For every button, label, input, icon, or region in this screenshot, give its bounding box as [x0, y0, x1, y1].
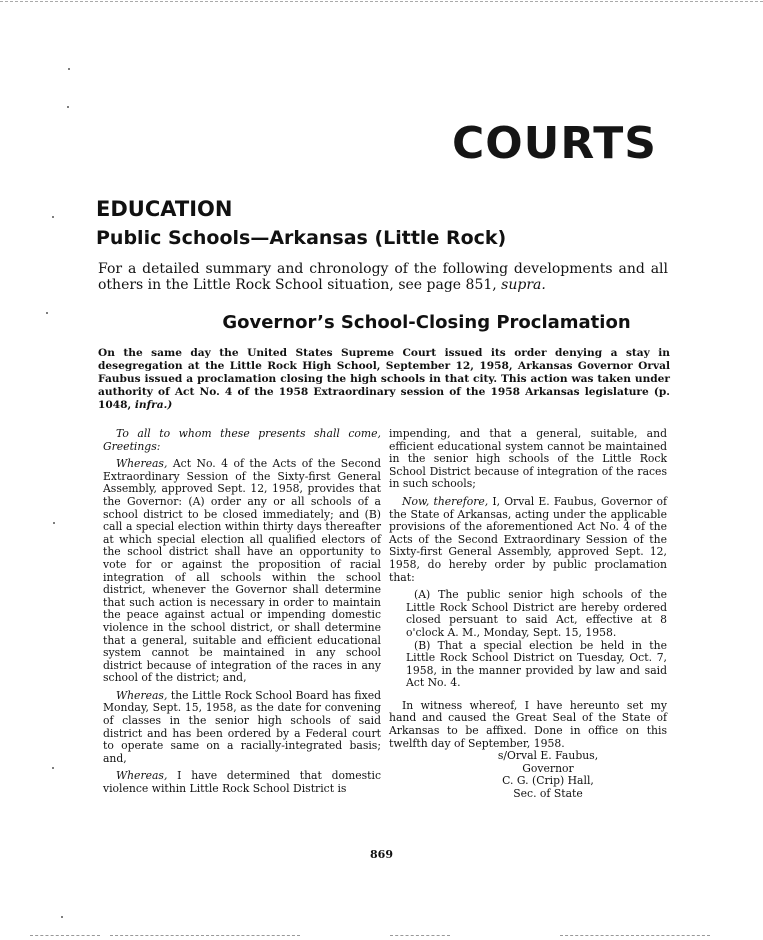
scan-speck	[52, 216, 54, 218]
whereas-paragraph-3: Whereas, I have determined that domestic violence within Little Rock School District is	[103, 769, 381, 796]
signature-secretary-name: C. G. (Crip) Hall,	[502, 774, 594, 788]
scan-speck	[68, 68, 70, 70]
scan-speck	[52, 767, 54, 769]
order-list	[389, 589, 667, 690]
bottom-scan-edge	[30, 935, 100, 936]
scan-speck	[61, 916, 63, 918]
section-title: COURTS	[451, 118, 657, 169]
witness-paragraph: In witness whereof, I have hereunto set my hand and caused the Great Seal of the State of Arkansas to be affixed. Done in office on this twelfth day of September, 1958.	[389, 698, 667, 750]
signature-governor-name: s/Orval E. Faubus,	[497, 749, 599, 763]
article-headline: Governor’s School-Closing Proclamation	[222, 312, 631, 333]
topic-heading: EDUCATION	[96, 197, 233, 221]
salutation: To all to whom these presents shall come, Greetings:	[103, 427, 381, 453]
scan-speck	[53, 522, 55, 524]
signature-block	[389, 750, 667, 800]
signature-governor-title: Governor	[522, 761, 574, 775]
intro-supra: supra.	[501, 277, 546, 293]
top-scan-edge	[0, 1, 763, 2]
whereas-paragraph-3-continued: impending, and that a general, suitable, and efficient educational system cannot be maintained in the senior high schools of the Little Rock School District because of integration of the races in such schools;	[389, 427, 667, 491]
bottom-scan-edge	[390, 935, 450, 936]
subtopic-heading: Public Schools—Arkansas (Little Rock)	[96, 227, 507, 249]
intro-text: For a detailed summary and chronology of the following developments and all others in the Little Rock School situation, see page 851,	[98, 261, 668, 293]
scan-speck	[67, 106, 69, 108]
order-item-a: (A) The public senior high schools of the Little Rock School District are hereby ordered closed persuant to said Act, effective at 8 o'clock A. M., Monday, Sept. 15, 1958.	[406, 588, 667, 639]
bottom-scan-edge	[110, 935, 300, 936]
left-column	[103, 428, 381, 796]
page-number: 869	[370, 848, 393, 861]
intro-paragraph	[98, 261, 668, 293]
now-therefore-paragraph: Now, therefore, I, Orval E. Faubus, Governor of the State of Arkansas, acting under the applicable provisions of the aforementioned Act No. 4 of the Acts of the Second Extraordinary Session of the Sixty-first General Assembly, approved Sept. 12, 1958, do hereby order by public proclamation that:	[389, 494, 667, 584]
whereas-paragraph-2: Whereas, the Little Rock School Board has fixed Monday, Sept. 15, 1958, as the date for convening of classes in the senior high schools of said district and has been ordered by a Federal court to operate same on a racially-integrated basis; and,	[103, 688, 381, 765]
bottom-scan-edge	[560, 935, 710, 936]
summary-infra: infra.)	[134, 399, 173, 411]
whereas-paragraph-1: Whereas, Act No. 4 of the Acts of the Second Extraordinary Session of the Sixty-first General Assembly, approved Sept. 12, 1958, provides that the Governor: (A) order any or all schools of a school district to be closed immediately; and (B) call a special election within thirty days thereafter at which special election all qualified electors of the school district shall have an opportunity to vote for or against the proposition of racial integration of all schools within the school district, whenever the Governor shall determine that such action is necessary in order to maintain the peace against actual or impending domestic violence in the school district, or shall determine that a general, suitable and efficient educational system cannot be maintained in any school district because of integration of the races in any school of the district; and,	[103, 457, 381, 685]
right-column	[389, 428, 667, 801]
signature-secretary-title: Sec. of State	[513, 787, 583, 801]
summary-text: On the same day the United States Supreme Court issued its order denying a stay in desegregation at the Little Rock High School, September 12, 1958, Arkansas Governor Orval Faubus issued a proclamation closing the high schools in that city. This action was taken under authority of Act No. 4 of the 1958 Extraordinary session of the 1958 Arkansas legislature (p. 1048,	[98, 347, 670, 411]
summary-paragraph	[98, 347, 670, 412]
order-item-b: (B) That a special election be held in the Little Rock School District on Tuesday, Oct. 7, 1958, in the manner provided by law and said Act No. 4.	[406, 638, 667, 690]
